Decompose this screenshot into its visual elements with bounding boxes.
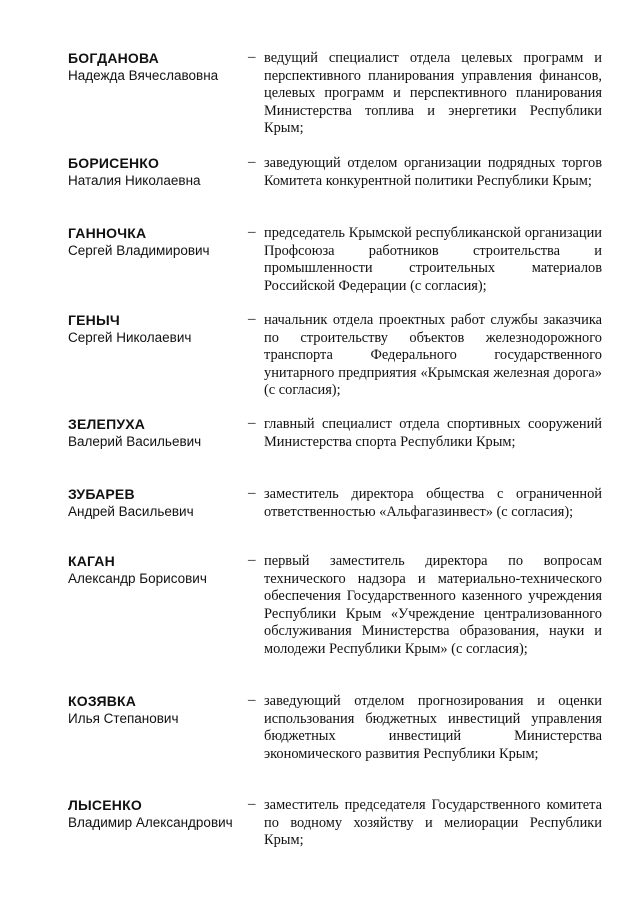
member-surname: БОГДАНОВА	[68, 50, 159, 66]
member-given-names: Владимир Александрович	[68, 815, 233, 830]
member-surname: ЗУБАРЕВ	[68, 486, 135, 502]
member-surname: ЛЫСЕНКО	[68, 797, 142, 813]
member-given-names: Илья Степанович	[68, 711, 179, 726]
member-position: главный специалист отдела спортивных сооружений Министерства спорта Республики Крым;	[264, 416, 602, 450]
member-surname: БОРИСЕНКО	[68, 155, 160, 171]
member-position: начальник отдела проектных работ службы заказчика по строительству объектов железнодорожного транспорта Федерального государственного унитарного предприятия «Крымская железная дорога» (с согласия);	[264, 312, 602, 399]
member-given-names: Александр Борисович	[68, 571, 207, 586]
member-surname: КОЗЯВКА	[68, 693, 137, 709]
entry-dash: –	[248, 154, 256, 170]
member-given-names: Сергей Владимирович	[68, 243, 210, 258]
member-position: первый заместитель директора по вопросам технического надзора и материально-технического обеспечения Государственного казенного учреждения Республики Крым «Учреждение централизованного обслуживания Министерства образования, науки и молодежи Республики Крым» (с согласия);	[264, 553, 602, 657]
member-surname: ГАННОЧКА	[68, 225, 147, 241]
entry-dash: –	[248, 224, 256, 240]
member-position: заведующий отделом прогнозирования и оценки использования бюджетных инвестиций управления бюджетных инвестиций Министерства экономического развития Республики Крым;	[264, 693, 602, 762]
entry-dash: –	[248, 692, 256, 708]
member-given-names: Наталия Николаевна	[68, 173, 201, 188]
entry-dash: –	[248, 796, 256, 812]
member-surname: ГЕНЫЧ	[68, 312, 120, 328]
entry-dash: –	[248, 552, 256, 568]
member-position: заместитель председателя Государственного комитета по водному хозяйству и мелиорации Республики Крым;	[264, 797, 602, 849]
entry-dash: –	[248, 49, 256, 65]
member-given-names: Валерий Васильевич	[68, 434, 202, 449]
member-position: заведующий отделом организации подрядных торгов Комитета конкурентной политики Республики Крым;	[264, 155, 602, 189]
entry-dash: –	[248, 415, 256, 431]
entry-dash: –	[248, 311, 256, 327]
member-given-names: Сергей Николаевич	[68, 330, 192, 345]
member-position: заместитель директора общества с ограниченной ответственностью «Альфагазинвест» (с согласия);	[264, 486, 602, 520]
member-given-names: Надежда Вячеславовна	[68, 68, 219, 83]
member-position: ведущий специалист отдела целевых программ и перспективного планирования управления финансов, целевых программ и перспективного планирования Министерства топлива и энергетики Республики Крым;	[264, 50, 602, 137]
member-surname: КАГАН	[68, 553, 115, 569]
member-position: председатель Крымской республиканской организации Профсоюза работников строительства и промышленности строительных материалов Российской Федерации (с согласия);	[264, 225, 602, 294]
member-given-names: Андрей Васильевич	[68, 504, 194, 519]
entry-dash: –	[248, 485, 256, 501]
member-surname: ЗЕЛЕПУХА	[68, 416, 146, 432]
